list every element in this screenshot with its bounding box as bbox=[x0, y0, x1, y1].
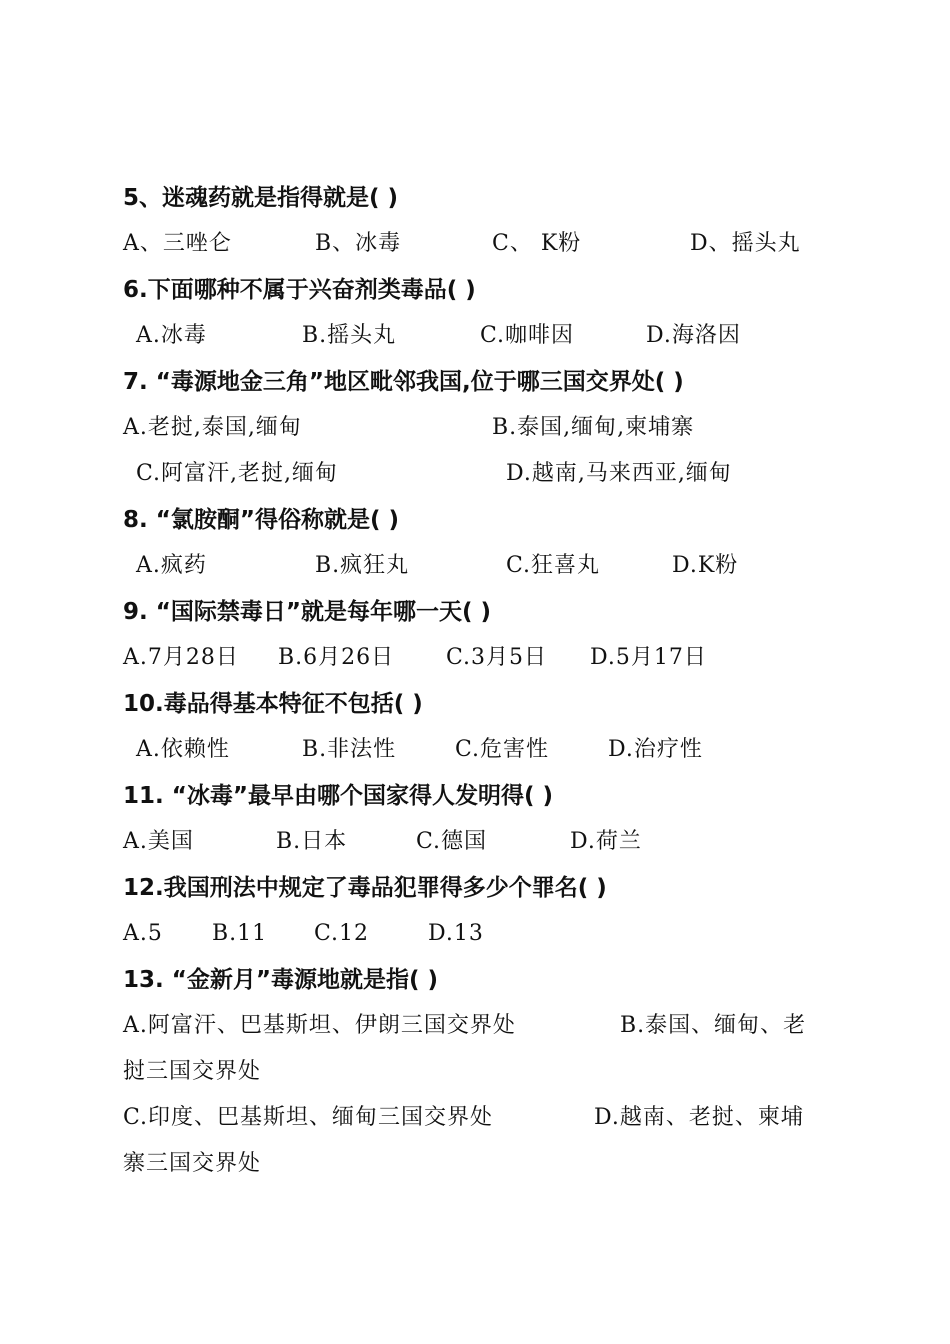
option-d: D、摇头丸 bbox=[690, 231, 801, 256]
option-b: B、冰毒 bbox=[315, 231, 402, 256]
options-11 bbox=[0, 822, 950, 862]
option-a: A.7月28日 bbox=[123, 645, 239, 670]
option-c: C.阿富汗,老挝,缅甸 bbox=[136, 461, 339, 486]
options-13-row-1 bbox=[0, 1006, 950, 1046]
question-text: 7. “毒源地金三角”地区毗邻我国,位于哪三国交界处( ) bbox=[123, 369, 684, 395]
option-c: C.咖啡因 bbox=[480, 323, 575, 348]
option-d: D.13 bbox=[428, 921, 484, 946]
option-d: D.治疗性 bbox=[608, 737, 703, 762]
question-8 bbox=[0, 500, 950, 540]
question-12 bbox=[0, 868, 950, 908]
question-text: 9. “国际禁毒日”就是每年哪一天( ) bbox=[123, 599, 492, 625]
option-d: D.海洛因 bbox=[646, 323, 741, 348]
question-text: 8. “氯胺酮”得俗称就是( ) bbox=[123, 507, 400, 533]
options-7-row-1 bbox=[0, 408, 950, 448]
option-d: D.越南,马来西亚,缅甸 bbox=[506, 461, 732, 486]
option-b: B.泰国、缅甸、老 bbox=[620, 1013, 807, 1038]
question-6 bbox=[0, 270, 950, 310]
option-b: B.非法性 bbox=[302, 737, 397, 762]
options-12 bbox=[0, 914, 950, 954]
options-13-row-2 bbox=[0, 1052, 950, 1092]
option-c: C.12 bbox=[314, 921, 370, 946]
option-c: C、 K粉 bbox=[492, 231, 582, 256]
option-a: A.5 bbox=[123, 921, 163, 946]
option-b-continued: 挝三国交界处 bbox=[123, 1059, 262, 1084]
option-d: D.荷兰 bbox=[570, 829, 642, 854]
option-c: C.狂喜丸 bbox=[506, 553, 601, 578]
option-a: A.依赖性 bbox=[136, 737, 230, 762]
question-5 bbox=[0, 178, 950, 218]
question-text: 11. “冰毒”最早由哪个国家得人发明得( ) bbox=[123, 783, 554, 809]
option-b: B.11 bbox=[212, 921, 268, 946]
question-11 bbox=[0, 776, 950, 816]
question-7 bbox=[0, 362, 950, 402]
option-b: B.摇头丸 bbox=[302, 323, 397, 348]
option-b: B.6月26日 bbox=[278, 645, 395, 670]
options-5 bbox=[0, 224, 950, 264]
option-a: A.美国 bbox=[123, 829, 194, 854]
options-8 bbox=[0, 546, 950, 586]
options-6 bbox=[0, 316, 950, 356]
question-text: 13. “金新月”毒源地就是指( ) bbox=[123, 967, 439, 993]
options-13-row-3 bbox=[0, 1098, 950, 1138]
option-d: D.K粉 bbox=[672, 553, 739, 578]
question-9 bbox=[0, 592, 950, 632]
option-c: C.德国 bbox=[416, 829, 488, 854]
option-d: D.越南、老挝、柬埔 bbox=[594, 1105, 804, 1130]
question-text: 10.毒品得基本特征不包括( ) bbox=[123, 691, 423, 717]
option-a: A、三唑仑 bbox=[123, 231, 232, 256]
option-b: B.日本 bbox=[276, 829, 348, 854]
question-text: 6.下面哪种不属于兴奋剂类毒品( ) bbox=[123, 277, 476, 303]
option-b: B.疯狂丸 bbox=[315, 553, 410, 578]
question-text: 12.我国刑法中规定了毒品犯罪得多少个罪名( ) bbox=[123, 875, 607, 901]
option-a: A.冰毒 bbox=[136, 323, 207, 348]
question-13 bbox=[0, 960, 950, 1000]
options-10 bbox=[0, 730, 950, 770]
option-b: B.泰国,缅甸,柬埔寨 bbox=[492, 415, 695, 440]
option-a: A.阿富汗、巴基斯坦、伊朗三国交界处 bbox=[123, 1013, 516, 1038]
option-c: C.危害性 bbox=[455, 737, 550, 762]
options-7-row-2 bbox=[0, 454, 950, 494]
option-d: D.5月17日 bbox=[590, 645, 707, 670]
question-text: 5、迷魂药就是指得就是( ) bbox=[123, 185, 399, 211]
option-c: C.3月5日 bbox=[446, 645, 548, 670]
options-13-row-4 bbox=[0, 1144, 950, 1184]
question-10 bbox=[0, 684, 950, 724]
options-9 bbox=[0, 638, 950, 678]
option-a: A.老挝,泰国,缅甸 bbox=[123, 415, 302, 440]
option-c: C.印度、巴基斯坦、缅甸三国交界处 bbox=[123, 1105, 494, 1130]
option-d-continued: 寨三国交界处 bbox=[123, 1151, 262, 1176]
option-a: A.疯药 bbox=[136, 553, 207, 578]
